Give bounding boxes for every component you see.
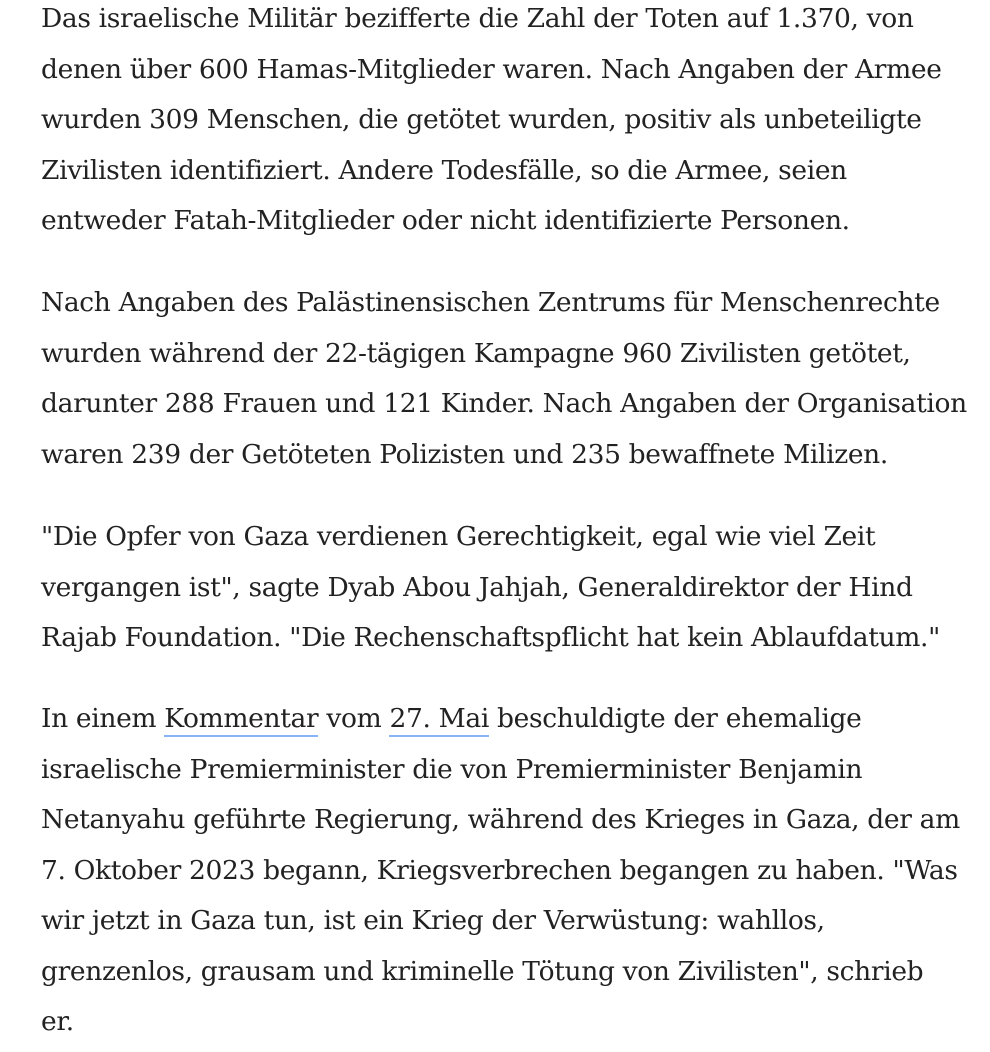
text-line: vergangen ist", sagte Dyab Abou Jahjah, Generaldirektor der Hind [41,571,913,603]
date-link[interactable]: 27. Mai [389,703,489,737]
kommentar-link[interactable]: Kommentar [164,703,318,737]
text-line: "Die Opfer von Gaza verdienen Gerechtigkeit, egal wie viel Zeit [41,521,876,552]
text-line: wurden während der 22-tägigen Kampagne 960 Zivilisten getötet, [41,337,911,369]
text-line: 7. Oktober 2023 begann, Kriegsverbrechen begangen zu haben. "Was [41,854,958,886]
text-line: grenzenlos, grausam und kriminelle Tötung von Zivilisten", schrieb [41,955,924,987]
text-fragment: beschuldigte der ehemalige [488,703,862,734]
text-line: Das israelische Militär bezifferte die Zahl der Toten auf 1.370, von [41,3,914,34]
text-line: darunter 288 Frauen und 121 Kinder. Nach Angaben der Organisation [41,388,967,419]
text-line: wir jetzt in Gaza tun, ist ein Krieg der Verwüstung: wahllos, [41,905,825,936]
text-line: Nach Angaben des Palästinensischen Zentrums für Menschenrechte [41,287,940,318]
paragraph-former-pm-commentary [41,694,960,1048]
text-line: wurden 309 Menschen, die getötet wurden, positiv als unbeteiligte [41,104,922,135]
text-line: Zivilisten identifiziert. Andere Todesfälle, so die Armee, seien [41,154,847,186]
paragraph-quote-abou-jahjah [41,512,940,664]
paragraph-death-toll-military [41,0,942,247]
text-line: israelische Premierminister die von Premierminister Benjamin [41,753,863,785]
text-line [41,694,960,745]
text-fragment: vom [318,703,390,734]
text-line: Rajab Foundation. "Die Rechenschaftspflicht hat kein Ablaufdatum." [41,622,940,653]
text-line: er. [41,1006,74,1037]
text-line: entweder Fatah-Mitglieder oder nicht identifizierte Personen. [41,205,850,236]
text-line: waren 239 der Getöteten Polizisten und 235 bewaffnete Milizen. [41,438,888,470]
text-fragment: In einem [41,703,165,734]
text-line: Netanyahu geführte Regierung, während des Krieges in Gaza, der am [41,804,960,835]
text-line: denen über 600 Hamas-Mitglieder waren. Nach Angaben der Armee [41,53,942,85]
paragraph-death-toll-pchr [41,278,967,480]
